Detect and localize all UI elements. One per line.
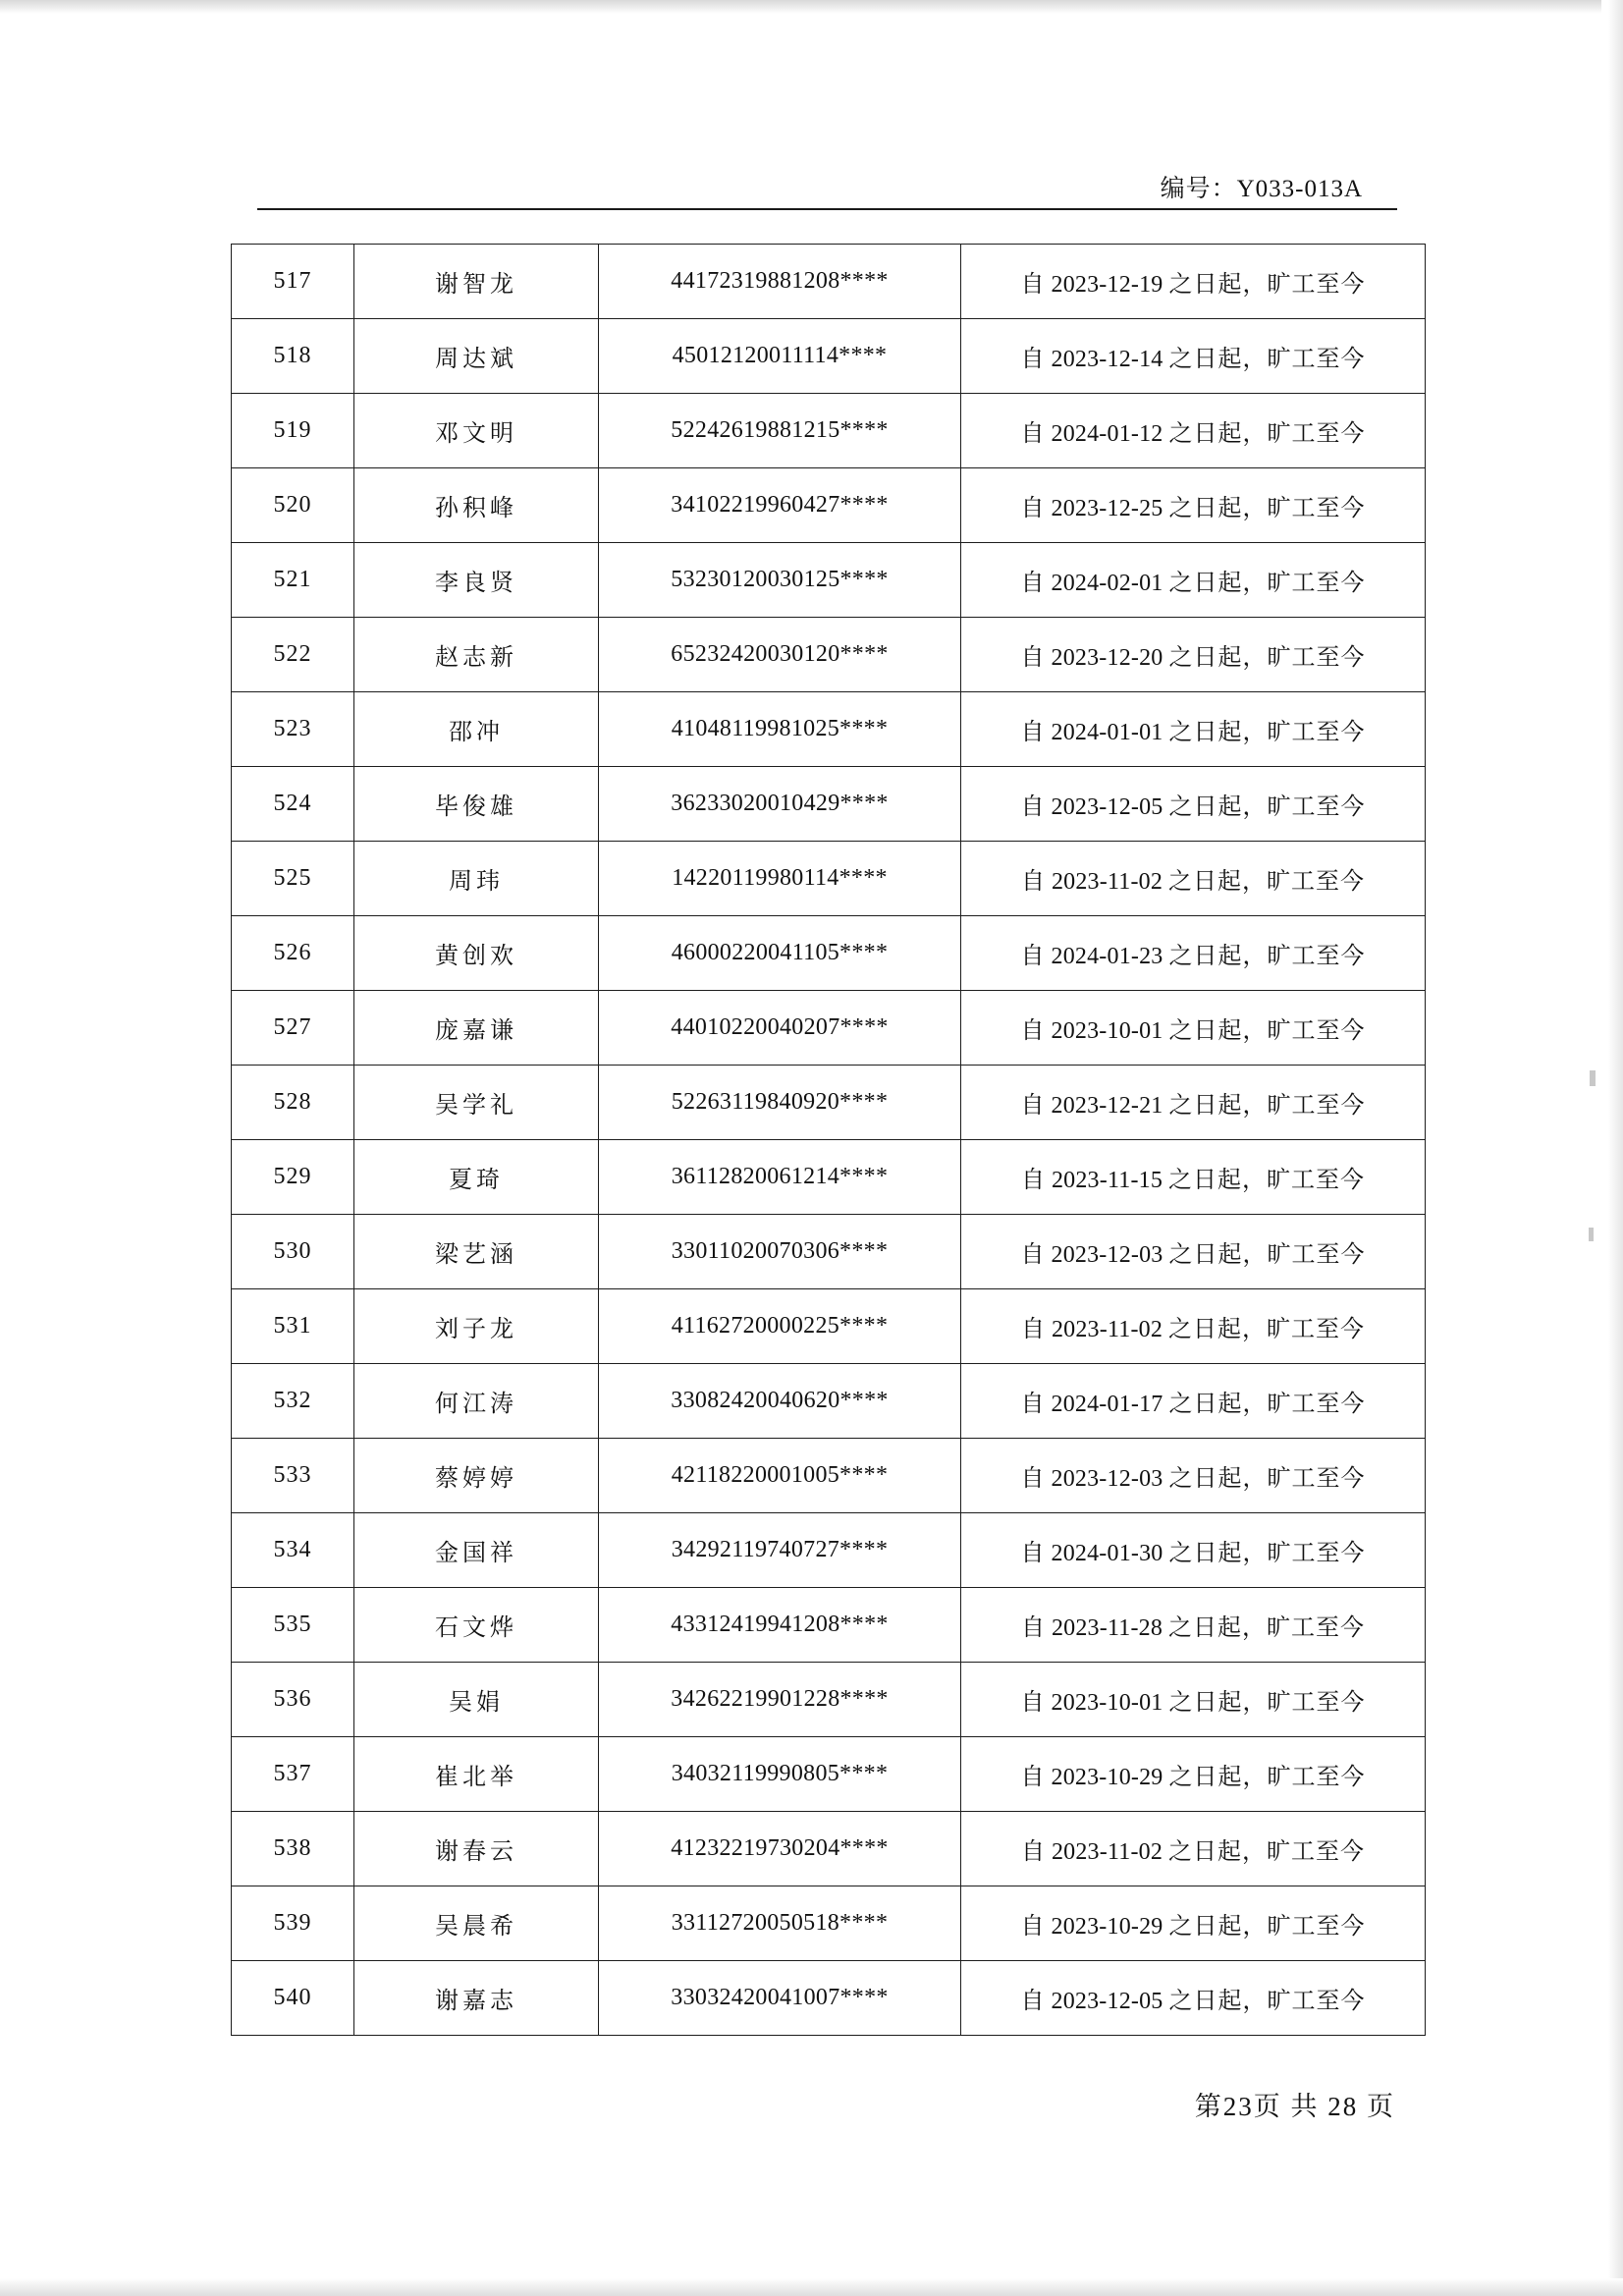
- row-note-cell: [961, 319, 1426, 394]
- note-suffix: 之日起，旷工至今: [1168, 869, 1366, 895]
- row-note-cell: [961, 468, 1426, 543]
- note-prefix: 自: [1020, 1392, 1046, 1417]
- row-note-text: [1021, 712, 1366, 746]
- row-name-cell: 夏琦: [354, 1140, 599, 1215]
- table-row: [232, 1289, 1426, 1364]
- note-prefix: 自: [1020, 645, 1046, 671]
- row-name-cell: 黄创欢: [354, 916, 599, 991]
- row-index-cell: 531: [232, 1289, 354, 1364]
- row-id-number-cell: 46000220041105****: [599, 916, 961, 991]
- scan-edge-top: [0, 0, 1623, 14]
- row-note-text: [1021, 413, 1366, 448]
- row-id-number-cell: 43312419941208****: [599, 1588, 961, 1663]
- row-index-cell: 526: [232, 916, 354, 991]
- note-suffix: 之日起，旷工至今: [1168, 1541, 1366, 1566]
- row-id-number-cell: 41232219730204****: [599, 1812, 961, 1886]
- note-suffix: 之日起，旷工至今: [1168, 1242, 1366, 1268]
- row-name-cell: 邓文明: [354, 394, 599, 468]
- row-note-cell: [961, 916, 1426, 991]
- row-note-cell: [961, 1588, 1426, 1663]
- row-index-cell: 524: [232, 767, 354, 842]
- note-prefix: 自: [1020, 496, 1046, 521]
- absence-table-container: [231, 244, 1389, 2036]
- row-note-cell: [961, 1663, 1426, 1737]
- note-prefix: 自: [1020, 1242, 1046, 1268]
- note-suffix: 之日起，旷工至今: [1168, 1317, 1366, 1342]
- scan-speck: [1589, 1228, 1594, 1241]
- row-name-cell: 刘子龙: [354, 1289, 599, 1364]
- row-index-cell: 519: [232, 394, 354, 468]
- row-name-cell: 金国祥: [354, 1513, 599, 1588]
- note-date: 2024-01-12: [1051, 421, 1163, 447]
- note-date: 2023-12-05: [1051, 1989, 1163, 2014]
- note-prefix: 自: [1020, 1317, 1046, 1342]
- row-note-cell: [961, 1812, 1426, 1886]
- note-suffix: 之日起，旷工至今: [1168, 1765, 1366, 1790]
- row-name-cell: 蔡婷婷: [354, 1439, 599, 1513]
- note-date: 2023-12-05: [1051, 794, 1163, 820]
- row-note-cell: [961, 1140, 1426, 1215]
- row-note-text: [1021, 339, 1366, 373]
- row-name-cell: 谢春云: [354, 1812, 599, 1886]
- page-footer: 第23页 共 28 页: [1194, 2092, 1395, 2121]
- note-suffix: 之日起，旷工至今: [1168, 1168, 1366, 1193]
- row-index-cell: 529: [232, 1140, 354, 1215]
- note-date: 2023-12-25: [1051, 496, 1163, 521]
- note-prefix: 自: [1020, 1615, 1046, 1641]
- row-index-cell: 523: [232, 692, 354, 767]
- scan-speck: [1590, 1070, 1596, 1086]
- table-row: [232, 1513, 1426, 1588]
- note-prefix: 自: [1020, 347, 1046, 372]
- note-suffix: 之日起，旷工至今: [1168, 1466, 1366, 1492]
- note-prefix: 自: [1020, 571, 1046, 596]
- row-name-cell: 吴晨希: [354, 1886, 599, 1961]
- table-row: [232, 618, 1426, 692]
- row-index-cell: 525: [232, 842, 354, 916]
- row-index-cell: 540: [232, 1961, 354, 2036]
- table-row: [232, 1140, 1426, 1215]
- row-id-number-cell: 34262219901228****: [599, 1663, 961, 1737]
- note-date: 2024-01-30: [1051, 1541, 1163, 1566]
- note-suffix: 之日起，旷工至今: [1168, 794, 1366, 820]
- table-row: [232, 1886, 1426, 1961]
- row-note-text: [1021, 1384, 1366, 1418]
- row-note-text: [1021, 1682, 1366, 1717]
- row-index-cell: 533: [232, 1439, 354, 1513]
- note-suffix: 之日起，旷工至今: [1168, 1989, 1366, 2014]
- row-id-number-cell: 33011020070306****: [599, 1215, 961, 1289]
- row-name-cell: 邵冲: [354, 692, 599, 767]
- row-note-text: [1021, 488, 1366, 522]
- table-row: [232, 1961, 1426, 2036]
- note-prefix: 自: [1020, 720, 1046, 745]
- row-index-cell: 539: [232, 1886, 354, 1961]
- row-name-cell: 谢嘉志: [354, 1961, 599, 2036]
- row-id-number-cell: 14220119980114****: [599, 842, 961, 916]
- row-index-cell: 521: [232, 543, 354, 618]
- row-note-text: [1021, 1981, 1366, 2015]
- row-id-number-cell: 44010220040207****: [599, 991, 961, 1066]
- note-suffix: 之日起，旷工至今: [1168, 347, 1366, 372]
- row-note-text: [1021, 637, 1366, 672]
- row-index-cell: 534: [232, 1513, 354, 1588]
- row-id-number-cell: 41162720000225****: [599, 1289, 961, 1364]
- row-note-text: [1021, 563, 1366, 597]
- note-suffix: 之日起，旷工至今: [1168, 1093, 1366, 1119]
- note-prefix: 自: [1020, 1690, 1046, 1716]
- absence-table: [231, 244, 1426, 2036]
- row-note-cell: [961, 1737, 1426, 1812]
- note-prefix: 自: [1020, 1839, 1046, 1865]
- note-suffix: 之日起，旷工至今: [1168, 1690, 1366, 1716]
- table-row: [232, 543, 1426, 618]
- row-note-cell: [961, 1289, 1426, 1364]
- note-date: 2023-12-14: [1051, 347, 1163, 372]
- row-note-cell: [961, 618, 1426, 692]
- row-id-number-cell: 52242619881215****: [599, 394, 961, 468]
- row-name-cell: 谢智龙: [354, 245, 599, 319]
- note-suffix: 之日起，旷工至今: [1168, 571, 1366, 596]
- row-name-cell: 周达斌: [354, 319, 599, 394]
- row-name-cell: 崔北举: [354, 1737, 599, 1812]
- row-name-cell: 石文烨: [354, 1588, 599, 1663]
- note-prefix: 自: [1020, 1093, 1046, 1119]
- note-date: 2023-10-29: [1051, 1914, 1163, 1940]
- note-date: 2023-10-01: [1051, 1018, 1163, 1044]
- row-note-text: [1021, 1160, 1365, 1194]
- row-note-cell: [961, 245, 1426, 319]
- row-index-cell: 535: [232, 1588, 354, 1663]
- row-index-cell: 527: [232, 991, 354, 1066]
- table-row: [232, 468, 1426, 543]
- note-suffix: 之日起，旷工至今: [1168, 944, 1366, 969]
- note-suffix: 之日起，旷工至今: [1168, 421, 1366, 447]
- note-date: 2024-02-01: [1051, 571, 1163, 596]
- row-index-cell: 517: [232, 245, 354, 319]
- row-name-cell: 周玮: [354, 842, 599, 916]
- note-date: 2023-10-29: [1051, 1765, 1163, 1790]
- table-row: [232, 1588, 1426, 1663]
- row-id-number-cell: 34292119740727****: [599, 1513, 961, 1588]
- note-date: 2023-12-20: [1051, 645, 1163, 671]
- note-date: 2023-11-02: [1051, 869, 1163, 895]
- row-note-cell: [961, 1364, 1426, 1439]
- note-prefix: 自: [1020, 1541, 1046, 1566]
- row-name-cell: 梁艺涵: [354, 1215, 599, 1289]
- note-suffix: 之日起，旷工至今: [1168, 1615, 1366, 1641]
- note-date: 2023-11-28: [1051, 1615, 1163, 1641]
- note-date: 2023-12-19: [1051, 272, 1163, 298]
- row-id-number-cell: 33032420041007****: [599, 1961, 961, 2036]
- note-prefix: 自: [1020, 1466, 1046, 1492]
- row-note-text: [1021, 264, 1366, 299]
- row-note-cell: [961, 842, 1426, 916]
- row-name-cell: 庞嘉谦: [354, 991, 599, 1066]
- note-prefix: 自: [1020, 1765, 1046, 1790]
- note-prefix: 自: [1020, 272, 1046, 298]
- table-row: [232, 842, 1426, 916]
- note-date: 2023-12-03: [1051, 1466, 1163, 1492]
- row-note-text: [1021, 1906, 1366, 1941]
- table-row: [232, 319, 1426, 394]
- note-suffix: 之日起，旷工至今: [1168, 1839, 1366, 1865]
- row-id-number-cell: 36233020010429****: [599, 767, 961, 842]
- row-name-cell: 孙积峰: [354, 468, 599, 543]
- table-row: [232, 692, 1426, 767]
- row-note-text: [1021, 1757, 1366, 1791]
- row-note-cell: [961, 1439, 1426, 1513]
- row-note-text: [1021, 1608, 1365, 1642]
- row-index-cell: 518: [232, 319, 354, 394]
- note-date: 2023-12-21: [1051, 1093, 1163, 1119]
- note-prefix: 自: [1020, 421, 1046, 447]
- row-index-cell: 520: [232, 468, 354, 543]
- row-id-number-cell: 42118220001005****: [599, 1439, 961, 1513]
- table-row: [232, 1066, 1426, 1140]
- row-note-text: [1021, 1234, 1366, 1269]
- row-index-cell: 536: [232, 1663, 354, 1737]
- row-id-number-cell: 45012120011114****: [599, 319, 961, 394]
- row-note-text: [1021, 936, 1366, 970]
- row-note-cell: [961, 543, 1426, 618]
- row-note-cell: [961, 1886, 1426, 1961]
- row-id-number-cell: 34032119990805****: [599, 1737, 961, 1812]
- table-row: [232, 916, 1426, 991]
- row-name-cell: 吴娟: [354, 1663, 599, 1737]
- row-id-number-cell: 53230120030125****: [599, 543, 961, 618]
- row-index-cell: 537: [232, 1737, 354, 1812]
- note-date: 2024-01-23: [1051, 944, 1163, 969]
- row-note-text: [1021, 1309, 1365, 1343]
- row-note-cell: [961, 767, 1426, 842]
- table-row: [232, 1215, 1426, 1289]
- table-row: [232, 767, 1426, 842]
- row-index-cell: 538: [232, 1812, 354, 1886]
- note-prefix: 自: [1020, 1168, 1046, 1193]
- row-name-cell: 何江涛: [354, 1364, 599, 1439]
- scan-edge-right: [1601, 0, 1623, 2296]
- document-number: 编号：Y033-013A: [1160, 176, 1363, 202]
- row-index-cell: 532: [232, 1364, 354, 1439]
- row-note-cell: [961, 1066, 1426, 1140]
- note-suffix: 之日起，旷工至今: [1168, 720, 1366, 745]
- note-suffix: 之日起，旷工至今: [1168, 645, 1366, 671]
- row-id-number-cell: 33112720050518****: [599, 1886, 961, 1961]
- note-prefix: 自: [1020, 944, 1046, 969]
- note-date: 2024-01-17: [1051, 1392, 1163, 1417]
- row-note-cell: [961, 1513, 1426, 1588]
- note-suffix: 之日起，旷工至今: [1168, 496, 1366, 521]
- row-note-cell: [961, 1961, 1426, 2036]
- row-note-text: [1021, 1533, 1366, 1567]
- row-id-number-cell: 52263119840920****: [599, 1066, 961, 1140]
- row-name-cell: 李良贤: [354, 543, 599, 618]
- row-id-number-cell: 36112820061214****: [599, 1140, 961, 1215]
- row-note-text: [1021, 1458, 1366, 1493]
- row-id-number-cell: 33082420040620****: [599, 1364, 961, 1439]
- row-index-cell: 522: [232, 618, 354, 692]
- table-row: [232, 1663, 1426, 1737]
- absence-table-body: [232, 245, 1426, 2036]
- header-rule: [257, 208, 1397, 210]
- row-note-cell: [961, 394, 1426, 468]
- note-prefix: 自: [1020, 1914, 1046, 1940]
- row-name-cell: 毕俊雄: [354, 767, 599, 842]
- table-row: [232, 1812, 1426, 1886]
- row-note-cell: [961, 692, 1426, 767]
- row-note-cell: [961, 991, 1426, 1066]
- table-row: [232, 245, 1426, 319]
- note-prefix: 自: [1020, 869, 1046, 895]
- row-id-number-cell: 44172319881208****: [599, 245, 961, 319]
- row-id-number-cell: 41048119981025****: [599, 692, 961, 767]
- note-date: 2023-11-02: [1051, 1317, 1163, 1342]
- note-suffix: 之日起，旷工至今: [1168, 1914, 1366, 1940]
- row-note-text: [1021, 1831, 1365, 1866]
- note-date: 2023-11-15: [1051, 1168, 1163, 1193]
- table-row: [232, 1439, 1426, 1513]
- row-note-text: [1021, 861, 1365, 896]
- row-id-number-cell: 34102219960427****: [599, 468, 961, 543]
- row-name-cell: 吴学礼: [354, 1066, 599, 1140]
- note-suffix: 之日起，旷工至今: [1168, 1392, 1366, 1417]
- row-name-cell: 赵志新: [354, 618, 599, 692]
- row-note-text: [1021, 1011, 1366, 1045]
- note-prefix: 自: [1020, 1989, 1046, 2014]
- note-date: 2023-12-03: [1051, 1242, 1163, 1268]
- note-suffix: 之日起，旷工至今: [1168, 1018, 1366, 1044]
- table-row: [232, 991, 1426, 1066]
- note-date: 2023-11-02: [1051, 1839, 1163, 1865]
- note-suffix: 之日起，旷工至今: [1168, 272, 1366, 298]
- row-note-cell: [961, 1215, 1426, 1289]
- row-id-number-cell: 65232420030120****: [599, 618, 961, 692]
- note-date: 2023-10-01: [1051, 1690, 1163, 1716]
- row-note-text: [1021, 1085, 1366, 1120]
- row-note-text: [1021, 787, 1366, 821]
- row-index-cell: 530: [232, 1215, 354, 1289]
- scan-edge-bottom: [0, 2278, 1623, 2296]
- table-row: [232, 394, 1426, 468]
- note-prefix: 自: [1020, 1018, 1046, 1044]
- note-prefix: 自: [1020, 794, 1046, 820]
- row-index-cell: 528: [232, 1066, 354, 1140]
- table-row: [232, 1737, 1426, 1812]
- note-date: 2024-01-01: [1051, 720, 1163, 745]
- table-row: [232, 1364, 1426, 1439]
